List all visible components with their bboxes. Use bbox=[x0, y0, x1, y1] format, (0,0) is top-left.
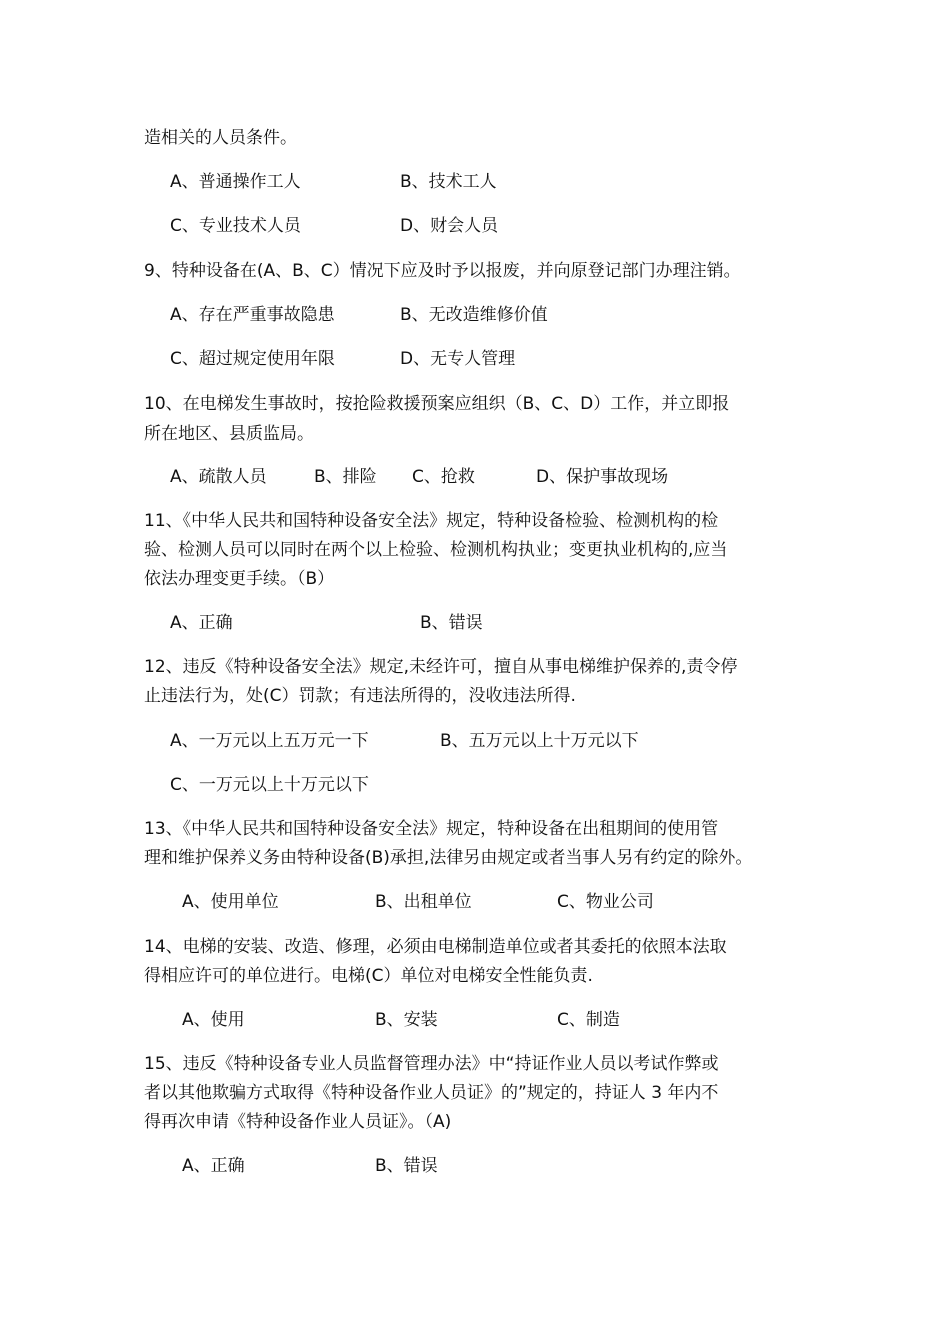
q8-option-c: C、专业技术人员 bbox=[170, 216, 301, 236]
q15-line-1: 15、违反《特种设备专业人员监督管理办法》中“持证作业人员以考试作弊或 bbox=[144, 1054, 719, 1074]
q15-option-a: A、正确 bbox=[182, 1156, 245, 1176]
q11-option-b: B、错误 bbox=[420, 613, 483, 633]
q13-line-1: 13、《中华人民共和国特种设备安全法》规定，特种设备在出租期间的使用管 bbox=[144, 819, 719, 839]
q10-option-d: D、保护事故现场 bbox=[536, 467, 669, 487]
q8-option-d: D、财会人员 bbox=[400, 216, 499, 236]
q15-line-3: 得再次申请《特种设备作业人员证》。（A) bbox=[144, 1112, 452, 1132]
q14-line-1: 14、电梯的安装、改造、修理，必须由电梯制造单位或者其委托的依照本法取 bbox=[144, 937, 727, 957]
q9-option-b: B、无改造维修价值 bbox=[400, 305, 548, 325]
q12-option-a: A、一万元以上五万元一下 bbox=[170, 731, 369, 751]
q10-line-2: 所在地区、县质监局。 bbox=[144, 424, 314, 444]
q9-option-c: C、超过规定使用年限 bbox=[170, 349, 335, 369]
q12-option-c: C、一万元以上十万元以下 bbox=[170, 775, 369, 795]
q12-option-b: B、五万元以上十万元以下 bbox=[440, 731, 639, 751]
q8-option-a: A、普通操作工人 bbox=[170, 172, 301, 192]
q10-option-a: A、疏散人员 bbox=[170, 467, 267, 487]
q14-option-c: C、制造 bbox=[557, 1010, 620, 1030]
q12-line-2: 止违法行为，处(C）罚款；有违法所得的，没收违法所得. bbox=[144, 686, 576, 706]
q13-option-a: A、使用单位 bbox=[182, 892, 279, 912]
q14-line-2: 得相应许可的单位进行。电梯(C）单位对电梯安全性能负责. bbox=[144, 966, 593, 986]
q11-line-1: 11、《中华人民共和国特种设备安全法》规定，特种设备检验、检测机构的检 bbox=[144, 511, 719, 531]
q11-option-a: A、正确 bbox=[170, 613, 233, 633]
q10-line-1: 10、在电梯发生事故时，按抢险救援预案应组织（B、C、D）工作，并立即报 bbox=[144, 394, 730, 414]
q13-line-2: 理和维护保养义务由特种设备(B)承担,法律另由规定或者当事人另有约定的除外。 bbox=[144, 848, 753, 868]
q15-option-b: B、错误 bbox=[375, 1156, 438, 1176]
q10-option-c: C、抢救 bbox=[412, 467, 475, 487]
q11-line-2: 验、检测人员可以同时在两个以上检验、检测机构执业；变更执业机构的,应当 bbox=[144, 540, 728, 560]
q8-option-b: B、技术工人 bbox=[400, 172, 497, 192]
q10-option-b: B、排险 bbox=[314, 467, 377, 487]
q14-option-a: A、使用 bbox=[182, 1010, 245, 1030]
q15-line-2: 者以其他欺骗方式取得《特种设备作业人员证》的”规定的，持证人 3 年内不 bbox=[144, 1083, 719, 1103]
q9-option-d: D、无专人管理 bbox=[400, 349, 516, 369]
q12-line-1: 12、违反《特种设备安全法》规定,未经许可，擅自从事电梯维护保养的,责令停 bbox=[144, 657, 738, 677]
q13-option-c: C、物业公司 bbox=[557, 892, 654, 912]
q9-option-a: A、存在严重事故隐患 bbox=[170, 305, 335, 325]
q13-option-b: B、出租单位 bbox=[375, 892, 472, 912]
q11-line-3: 依法办理变更手续。（B） bbox=[144, 569, 335, 589]
q14-option-b: B、安装 bbox=[375, 1010, 438, 1030]
q9-text: 9、特种设备在(A、B、C）情况下应及时予以报废，并向原登记部门办理注销。 bbox=[144, 261, 741, 281]
intro-line: 造相关的人员条件。 bbox=[144, 128, 297, 148]
